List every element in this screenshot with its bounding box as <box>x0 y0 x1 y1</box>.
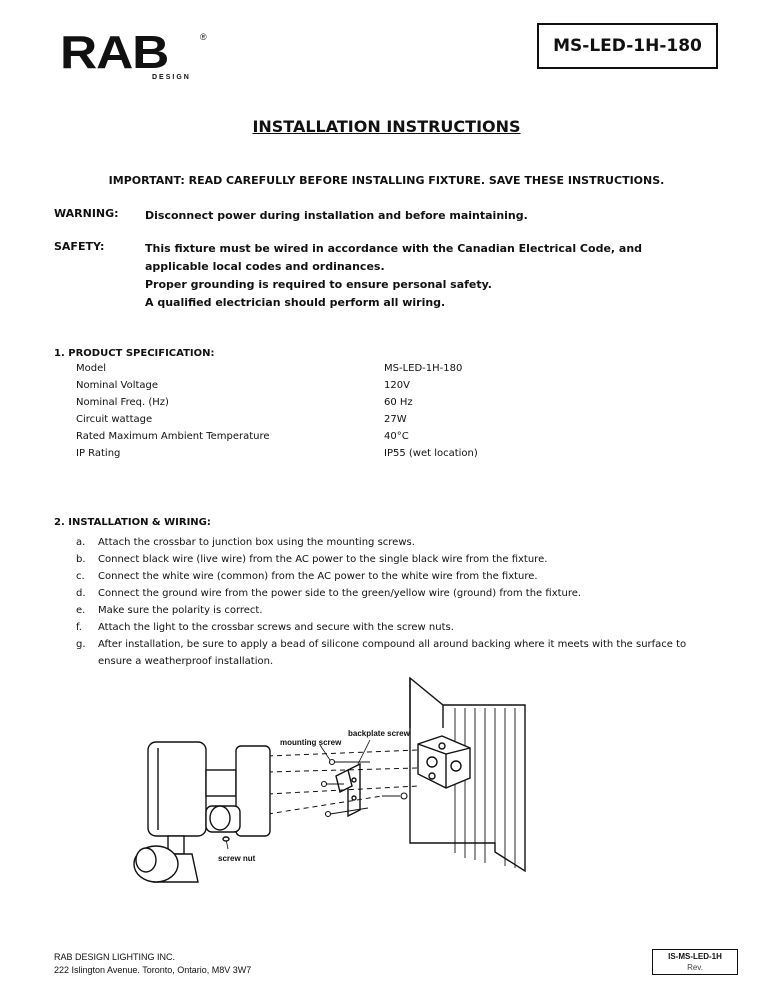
step-text: Attach the light to the crossbar screws and secure with the screw nuts. <box>98 622 454 633</box>
step-letter: g. <box>76 639 86 650</box>
logo-wordmark: RAB <box>60 26 169 78</box>
spec-value: 120V <box>384 380 410 391</box>
mounting-screw-label: mounting screw <box>280 738 342 747</box>
spec-value: 60 Hz <box>384 397 413 408</box>
safety-line: This fixture must be wired in accordance with the Canadian Electrical Code, and <box>145 242 643 255</box>
install-step <box>76 602 716 619</box>
spec-name: Nominal Freq. (Hz) <box>76 397 169 408</box>
spec-table <box>76 363 584 465</box>
page-title: INSTALLATION INSTRUCTIONS <box>252 117 521 136</box>
spec-value: 27W <box>384 414 407 425</box>
install-step <box>76 619 716 636</box>
step-letter: b. <box>76 554 86 565</box>
install-steps <box>76 534 716 670</box>
spec-value: MS-LED-1H-180 <box>384 363 463 374</box>
screws <box>322 760 408 817</box>
install-step <box>76 585 716 602</box>
spec-name: Rated Maximum Ambient Temperature <box>76 431 270 442</box>
spec-name: IP Rating <box>76 448 121 459</box>
warning-label: WARNING: <box>54 207 119 220</box>
spec-row <box>76 397 584 414</box>
logo-subtitle: DESIGN <box>152 74 191 81</box>
spec-value: 40°C <box>384 431 409 442</box>
spec-value: IP55 (wet location) <box>384 448 478 459</box>
spec-name: Circuit wattage <box>76 414 153 425</box>
safety-line: Proper grounding is required to ensure personal safety. <box>145 278 492 291</box>
safety-line: applicable local codes and ordinances. <box>145 260 385 273</box>
safety-line: A qualified electrician should perform all wiring. <box>145 296 446 309</box>
document-id-box <box>652 949 738 975</box>
install-step <box>76 636 716 670</box>
spec-row <box>76 448 584 465</box>
rab-logo <box>60 26 210 82</box>
spec-name: Nominal Voltage <box>76 380 159 391</box>
step-text: Make sure the polarity is correct. <box>98 605 263 616</box>
revision-label: Rev. <box>687 963 703 972</box>
install-step <box>76 534 716 551</box>
spec-row <box>76 414 584 431</box>
screw-nut-label: screw nut <box>218 854 256 863</box>
step-text: Connect black wire (live wire) from the AC power to the single black wire from the fixture. <box>98 554 548 565</box>
spec-name: Model <box>76 363 107 374</box>
step-text: Connect the white wire (common) from the AC power to the white wire from the fixture. <box>98 571 538 582</box>
step-letter: f. <box>76 622 82 633</box>
step-letter: a. <box>76 537 86 548</box>
step-text: After installation, be sure to apply a bead of silicone compound all around backing where it meets with the surface to ensure a weatherproof installation. <box>98 639 687 667</box>
installation-diagram <box>120 668 660 913</box>
warning-text: Disconnect power during installation and before maintaining. <box>145 209 528 222</box>
spec-row <box>76 431 584 448</box>
safety-text <box>145 240 705 312</box>
install-heading: 2. INSTALLATION & WIRING: <box>54 517 211 528</box>
document-id: IS-MS-LED-1H <box>668 952 722 961</box>
spec-heading: 1. PRODUCT SPECIFICATION: <box>54 348 215 359</box>
important-notice: IMPORTANT: READ CAREFULLY BEFORE INSTALLING FIXTURE. SAVE THESE INSTRUCTIONS. <box>108 174 665 187</box>
company-name: RAB DESIGN LIGHTING INC. <box>54 952 176 962</box>
step-letter: c. <box>76 571 85 582</box>
step-text: Connect the ground wire from the power side to the green/yellow wire (ground) from the fixture. <box>98 588 582 599</box>
footer-address <box>54 951 251 977</box>
spec-row <box>76 363 584 380</box>
step-letter: e. <box>76 605 86 616</box>
spec-row <box>76 380 584 397</box>
company-address: 222 Islington Avenue. Toronto, Ontario, M8V 3W7 <box>54 965 252 975</box>
backplate-screw-label: backplate screw <box>348 729 410 738</box>
step-text: Attach the crossbar to junction box using the mounting screws. <box>98 537 415 548</box>
model-number-box: MS-LED-1H-180 <box>537 23 718 69</box>
install-step <box>76 568 716 585</box>
step-letter: d. <box>76 588 86 599</box>
crossbar <box>336 764 360 816</box>
registered-mark: ® <box>200 32 207 42</box>
safety-label: SAFETY: <box>54 240 105 253</box>
install-step <box>76 551 716 568</box>
